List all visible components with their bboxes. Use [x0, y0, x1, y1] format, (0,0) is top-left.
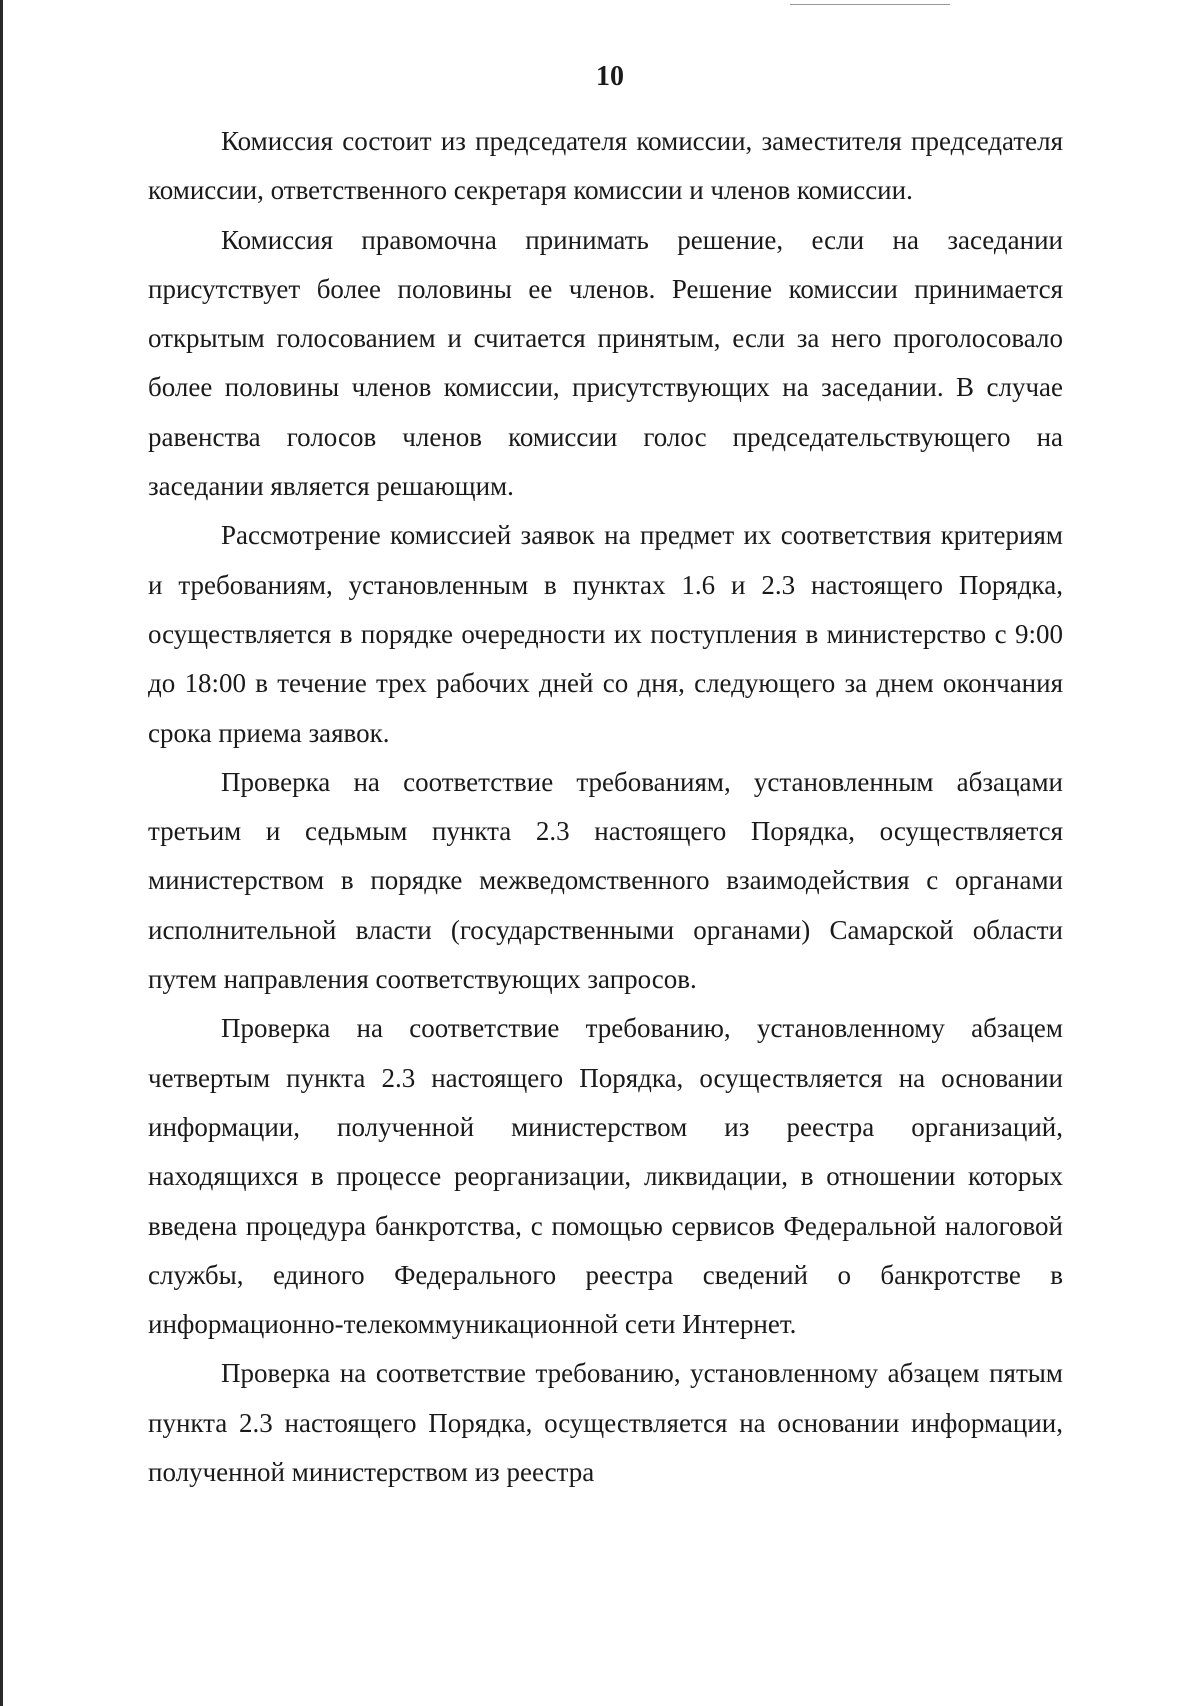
paragraph-interagency-check: Проверка на соответствие требованиям, установленным абзацами третьим и седьмым пункта 2.3 настоящего Порядка, осуществляется министерством в порядке межведомственного взаимодействия с органами исполнительной власти (государственными органами) Самарской области путем направления соответствующих запросов.: [148, 766, 1063, 995]
document-body: [148, 117, 1063, 1497]
paragraph-application-review: Рассмотрение комиссией заявок на предмет их соответствия критериям и требованиям, установленным в пунктах 1.6 и 2.3 настоящего Порядка, осуществляется в порядке очередности их поступления в министерство с 9:00 до 18:00 в течение трех рабочих дней со дня, следующего за днем окончания срока приема заявок.: [148, 520, 1063, 748]
paragraph-commission-composition: Комиссия состоит из председателя комиссии, заместителя председателя комиссии, ответственного секретаря комиссии и членов комиссии.: [148, 126, 1063, 206]
scan-artifact-line: [790, 4, 950, 5]
page-number: 10: [596, 61, 624, 92]
paragraph-registry-check: Проверка на соответствие требованию, установленному абзацем пятым пункта 2.3 настоящего Порядка, осуществляется на основании информации, полученной министерством из реестра: [148, 1358, 1063, 1488]
paragraph-tax-service-check: Проверка на соответствие требованию, установленному абзацем четвертым пункта 2.3 настоящего Порядка, осуществляется на основании информации, полученной министерством из реестра организаций, находящихся в процессе реорганизации, ликвидации, в отношении которых введена процедура банкротства, с помощью сервисов Федеральной налоговой службы, единого Федерального реестра сведений о банкротстве в информационно-телекоммуникационной сети Интернет.: [148, 1013, 1063, 1340]
scan-left-edge: [0, 0, 3, 1706]
paragraph-commission-quorum: Комиссия правомочна принимать решение, если на заседании присутствует более половины ее членов. Решение комиссии принимается открытым голосованием и считается принятым, если за него проголосовало более половины членов комиссии, присутствующих на заседании. В случае равенства голосов членов комиссии голос председательствующего на заседании является решающим.: [148, 224, 1063, 502]
